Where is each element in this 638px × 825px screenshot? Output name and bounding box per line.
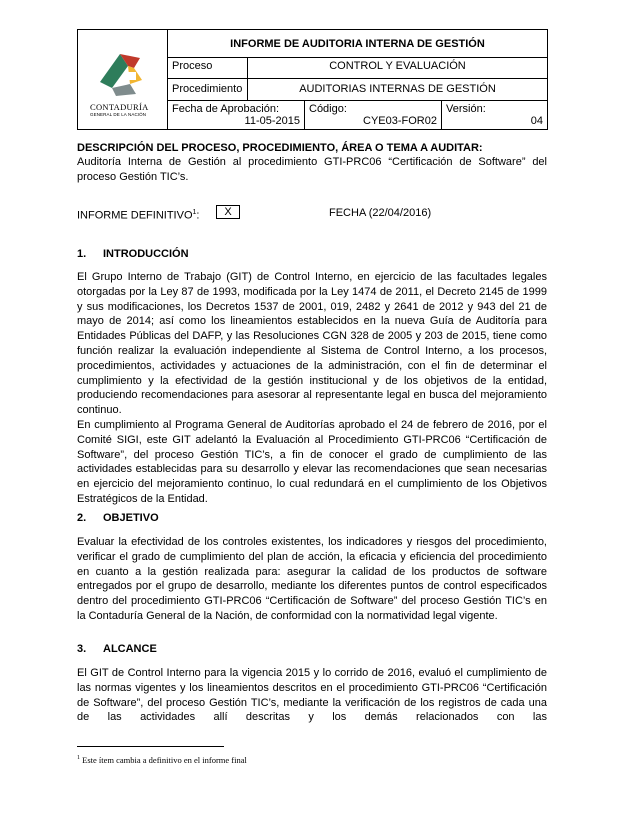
fecha-cell — [168, 101, 305, 129]
logo-cell — [78, 30, 168, 129]
descripcion-text: Auditoría Interna de Gestión al procedimiento GTI-PRC06 “Certificación de Software” del proceso Gestión TIC’s. — [77, 156, 547, 183]
logo-name: CONTADURÍA — [90, 102, 149, 112]
footnote-ref: 1 — [192, 209, 197, 216]
codigo-label: Código: — [309, 103, 347, 115]
proceso-label: Proceso — [168, 58, 248, 78]
informe-colon: : — [196, 209, 200, 222]
introduccion-paragraph-2: En cumplimiento al Programa General de Auditorías aprobado el 24 de febrero de 2016, por el Comité SIGI, este GIT adelantó la Evaluación al Procedimiento GTI-PRC06 “Certificación de Software”, del proceso Gestión TIC’s, a fin de conocer el grado de cumplimiento de las actividades establecidas para su desarrollo y elevar las recomendaciones que sean necesarias en ejercicio del mejoramiento continuo, lo cual redundará en el cumplimiento de los Objetivos Estratégicos de la Entidad. — [77, 419, 547, 505]
section-heading-objetivo — [77, 512, 159, 524]
procedimiento-value: AUDITORIAS INTERNAS DE GESTIÓN — [299, 83, 496, 95]
version-label: Versión: — [446, 103, 486, 115]
alcance-paragraph: El GIT de Control Interno para la vigencia 2015 y lo corrido de 2016, evaluó el cumplimiento de las normas vigentes y los lineamientos descritos en el procedimiento GTI-PRC06 “Certificación de Software”, del proceso Gestión TIC’s, mediante la verificación de los registros de cada una de las actividades allí descritas y los demás relacionados con las — [77, 667, 547, 724]
introduccion-paragraph-1: El Grupo Interno de Trabajo (GIT) de Control Interno, en ejercicio de las facultades legales otorgadas por la Ley 87 de 1993, modificada por la Ley 1474 de 2011, el Decreto 2145 de 1999 y sus modificaciones, los Decretos 1537 de 2001, 019, 2482 y 2641 de 2012 y 943 del 21 de mayo de 2014; así como los lineamientos establecidos en la nueva Guía de Auditoría para Entidades Públicas del DAFP, y las Resoluciones CGN 328 de 2005 y 203 de 2015, tiene como función realizar la evaluación independiente al Sistema de Control Interno, a los procesos, procedimientos, actividades y actuaciones de la administración, con el fin de determinar el cumplimiento y la efectividad de la gestión institucional y de los objetivos de la entidad, produciendo recomendaciones para asesorar al representante legal en busca del mejoramiento continuo. — [77, 271, 547, 417]
proceso-value: CONTROL Y EVALUACIÓN — [329, 60, 466, 72]
footnote — [77, 755, 247, 765]
section-number: 1. — [77, 248, 87, 260]
codigo-value: CYE03-FOR02 — [363, 115, 437, 127]
version-value: 04 — [530, 115, 543, 127]
footnote-number: 1 — [77, 755, 80, 762]
codigo-cell — [305, 101, 442, 129]
fecha-value: 11-05-2015 — [244, 115, 300, 127]
contaduria-logo-icon — [86, 48, 160, 100]
procedimiento-label: Procedimiento — [168, 79, 248, 100]
section-heading-introduccion — [77, 248, 189, 260]
procedimiento-row — [168, 79, 547, 101]
section-number: 2. — [77, 512, 87, 524]
descripcion-heading: DESCRIPCIÓN DEL PROCESO, PROCEDIMIENTO, ÁREA O TEMA A AUDITAR: — [77, 142, 483, 154]
section-number: 3. — [77, 643, 87, 655]
fecha-row — [168, 101, 547, 129]
objetivo-paragraph: Evaluar la efectividad de los controles existentes, los indicadores y riesgos del procedimiento, verificar el grado de cumplimiento del plan de acción, la eficacia y eficiencia del procedimiento en cuanto a la gestión realizada para: asegurar la calidad de los productos de software entregados por el grupo de desarrollo, mediante los diferentes puntos de control especificados dentro del procedimiento GTI-PRC06 “Certificación de Software” del proceso Gestión TIC’s en la Contaduría General de la Nación, de conformidad con la normatividad legal vigente. — [77, 536, 547, 622]
report-title: INFORME DE AUDITORIA INTERNA DE GESTIÓN — [168, 30, 547, 58]
footnote-divider — [77, 746, 224, 747]
section-title: ALCANCE — [103, 643, 157, 655]
informe-label: INFORME DEFINITIVO — [77, 209, 193, 222]
section-title: INTRODUCCIÓN — [103, 248, 189, 260]
footnote-text: Este ítem cambia a definitivo en el informe final — [82, 755, 247, 765]
informe-fecha: FECHA (22/04/2016) — [329, 207, 432, 219]
definitivo-checkbox: X — [216, 205, 240, 219]
fecha-label: Fecha de Aprobación: — [172, 103, 280, 115]
informe-definitivo — [77, 206, 217, 223]
section-title: OBJETIVO — [103, 512, 159, 524]
proceso-row — [168, 58, 547, 79]
section-heading-alcance — [77, 643, 157, 655]
logo-subtitle: GENERAL DE LA NACIÓN — [90, 112, 147, 117]
version-cell — [442, 101, 547, 129]
header-table — [77, 29, 548, 130]
